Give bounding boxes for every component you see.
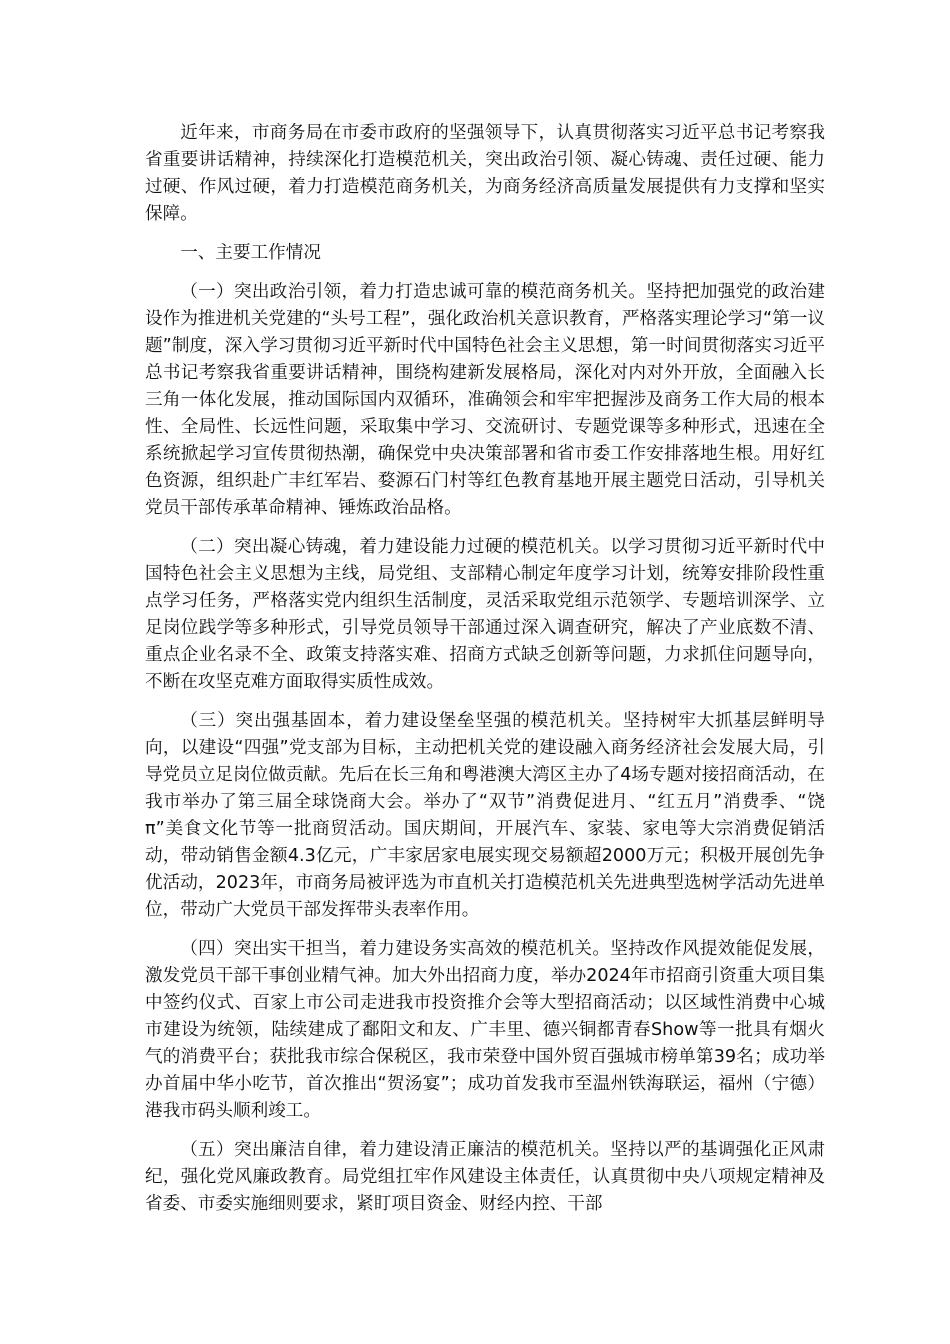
section-heading: 一、主要工作情况	[180, 243, 321, 263]
body-paragraph: （三）突出强基固本，着力建设堡垒坚强的模范机关。坚持树牢大抓基层鲜明导向，以建设“四强”党支部为目标，主动把机关党的建设融入商务经济社会发展大局，引导党员立足岗位做贡献。先后在长三角和粤港澳大湾区主办了4场专题对接招商活动，在我市举办了第三届全球饶商大会。举办了“双节”消费促进月、“红五月”消费季、“饶π”美食文化节等一批商贸活动。国庆期间，开展汽车、家装、家电等大宗消费促销活动，带动销售金额4.3亿元，广丰家居家电展实现交易额超2000万元；积极开展创先争优活动，2023年，市商务局被评选为市直机关打造模范机关先进典型选树学活动先进单位，带动广大党员干部发挥带头表率作用。	[145, 711, 825, 920]
body-paragraph: （一）突出政治引领，着力打造忠诚可靠的模范商务机关。坚持把加强党的政治建设作为推进机关党建的“头号工程”，强化政治机关意识教育，严格落实理论学习“第一议题”制度，深入学习贯彻习近平新时代中国特色社会主义思想，第一时间贯彻落实习近平总书记考察我省重要讲话精神，围绕构建新发展格局，深化对内对外开放，全面融入长三角一体化发展，推动国际国内双循环，准确领会和牢牢把握涉及商务工作大局的根本性、全局性、长远性问题，采取集中学习、交流研讨、专题党课等多种形式，迅速在全系统掀起学习宣传贯彻热潮，确保党中央决策部署和省市委工作安排落地生根。用好红色资源，组织赴广丰红军岩、婺源石门村等红色教育基地开展主题党日活动，引导机关党员干部传承革命精神、锤炼政治品格。	[145, 282, 825, 518]
intro-paragraph: 近年来，市商务局在市委市政府的坚强领导下，认真贯彻落实习近平总书记考察我省重要讲话精神，持续深化打造模范机关，突出政治引领、凝心铸魂、责任过硬、能力过硬、作风过硬，着力打造模范商务机关，为商务经济高质量发展提供有力支撑和坚实保障。	[145, 123, 825, 224]
body-paragraph: （五）突出廉洁自律，着力建设清正廉洁的模范机关。坚持以严的基调强化正风肃纪，强化党风廉政教育。局党组扛牢作风建设主体责任，认真贯彻中央八项规定精神及省委、市委实施细则要求，紧盯项目资金、财经内控、干部	[145, 1140, 825, 1214]
body-paragraph: （四）突出实干担当，着力建设务实高效的模范机关。坚持改作风提效能促发展，激发党员干部干事创业精气神。加大外出招商力度，举办2024年市招商引资重大项目集中签约仪式、百家上市公司走进我市投资推介会等大型招商活动；以区域性消费中心城市建设为统领，陆续建成了鄱阳文和友、广丰里、德兴铜都青春Show等一批具有烟火气的消费平台；获批我市综合保税区，我市荣登中国外贸百强城市榜单第39名；成功举办首届中华小吃节，首次推出“贺汤宴”；成功首发我市至温州铁海联运，福州（宁德）港我市码头顺利竣工。	[145, 939, 825, 1121]
body-paragraph: （二）突出凝心铸魂，着力建设能力过硬的模范机关。以学习贯彻习近平新时代中国特色社会主义思想为主线，局党组、支部精心制定年度学习计划，统筹安排阶段性重点学习任务，严格落实党内组织生活制度，灵活采取党组示范领学、专题培训深学、立足岗位践学等多种形式，引导党员领导干部通过深入调查研究，解决了产业底数不清、重点企业名录不全、政策支持落实难、招商方式缺乏创新等问题，力求抓住问题导向，不断在攻坚克难方面取得实质性成效。	[145, 537, 825, 692]
document-page	[145, 120, 825, 1230]
